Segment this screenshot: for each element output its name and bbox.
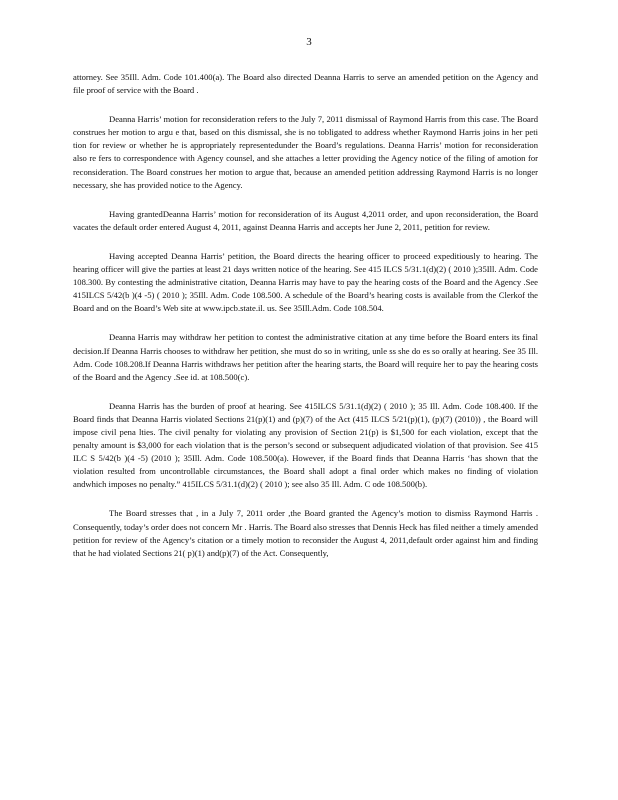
paragraph-burden-of-proof: Deanna Harris has the burden of proof at hearing. See 415ILCS 5/31.1(d)(2) ( 2010 ); 35 Ill. Adm. Code 108.400. If the Board finds that Deanna Harris violated Sections 21(p)(1) and (p)(7) of the Act (415 ILCS 5/21(p)(1), (p)(7) (2010)) , the Board will impose civil pena lties. The civil penalty for violating any provision of Section 21(p) is $1,500 for each violation, except that the penalty amount is $3,000 for each violation that is the person’s second or subsequent adjudicated violation of that provision. See 415 ILC S 5/42(b )(4 -5) (2010 ); 35Ill. Adm. Code 108.500(a). However, if the Board finds that Deanna Harris ‘has shown that the violation resulted from uncontrollable circumstances, the Board shall adopt a final order which makes no finding of violation andwhich imposes no penalty.” 415ILCS 5/31.1(d)(2) ( 2010 ); see also 35 Ill. Adm. C ode 108.500(b). [73,400,538,490]
paragraph-service-directive: attorney. See 35Ill. Adm. Code 101.400(a). The Board also directed Deanna Harris to serve an amended petition on the Agency and file proof of service with the Board . [73,72,538,96]
page-number: 3 [306,36,312,48]
paragraph-withdrawal: Deanna Harris may withdraw her petition to contest the administrative citation at any time before the Board enters its final decision.If Deanna Harris chooses to withdraw her petition, she must do so in writing, unle ss she do es so orally at hearing. See 35 Ill. Adm. Code 108.208.If Deanna Harris withdraws her petition after the hearing starts, the Board will require her to pay the hearing costs of the Board and the Agency .See id. at 108.500(c). [73,332,538,382]
paragraph-board-stresses: The Board stresses that , in a July 7, 2011 order ,the Board granted the Agency’s motion to dismiss Raymond Harris . Consequently, today’s order does not concern Mr . Harris. The Board also stresses that Dennis Heck has filed neither a timely amended petition for review of the Agency’s citation or a timely motion to reconsider the August 4, 2011,default order against him and finding that he had violated Sections 21( p)(1) and(p)(7) of the Act. Consequently, [73,508,538,558]
paragraph-hearing: Having accepted Deanna Harris’ petition, the Board directs the hearing officer to proceed expeditiously to hearing. The hearing officer will give the parties at least 21 days written notice of the hearing. See 415 ILCS 5/31.1(d)(2) ( 2010 );35Ill. Adm. Code 108.300. By contesting the administrative citation, Deanna Harris may have to pay the hearing costs of the Board and the Agency .See 415ILCS 5/42(b )(4 -5) ( 2010 ); 35Ill. Adm. Code 108.500. A schedule of the Board’s hearing costs is available from the Clerkof the Board and on the Board’s Web site at www.ipcb.state.il. us. See 35Ill.Adm. Code 108.504. [73,250,538,314]
document-body [73,71,538,576]
paragraph-vacate-default: Having grantedDeanna Harris’ motion for reconsideration of its August 4,2011 order, and upon reconsideration, the Board vacates the default order entered August 4, 2011, against Deanna Harris and accepts her June 2, 2011, petition for review. [73,208,538,232]
paragraph-motion-reconsideration: Deanna Harris’ motion for reconsideration refers to the July 7, 2011 dismissal of Raymond Harris from this case. The Board construes her motion to argu e that, based on this dismissal, she is no tobligated to address whether Raymond Harris joins in her peti tion for review or whether he is appropriately representedunder the Board’s regulations. Deanna Harris’ motion for reconsideration also re fers to correspondence with Agency counsel, and she attaches a letter providing the Agency notice of the filing of amotion for reconsideration. The Board construes her motion to argue that, because an amended petition addressing Raymond Harris is no longer necessary, she has provided notice to the Agency. [73,114,538,190]
